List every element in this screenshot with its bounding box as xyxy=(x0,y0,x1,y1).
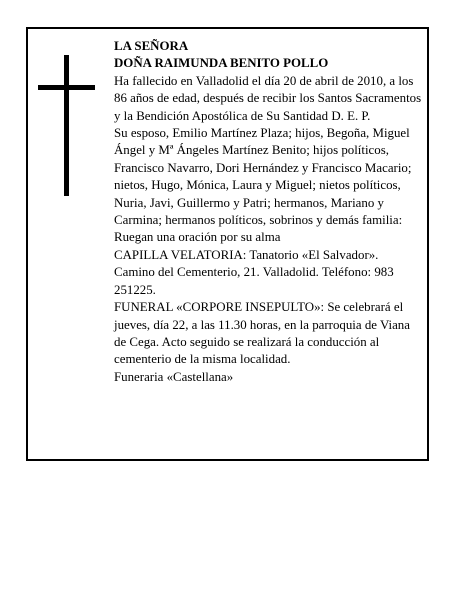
funeral-home: Funeraria «Castellana» xyxy=(114,369,234,384)
family-list: Su esposo, Emilio Martínez Plaza; hijos, Begoña, Miguel Ángel y Mª Ángeles Martínez Benito; hijos políticos, Francisco Navarro, Dori Hernández y Francisco Macario; nietos, Hugo, Mónica, Laura y Miguel; nietos políticos, Nuria, Javi, Guillermo y Patri; hermanos, Mariano y Carmina; hermanos políticos, sobrinos y demás familia: xyxy=(114,126,412,228)
deceased-name: DOÑA RAIMUNDA BENITO POLLO xyxy=(114,56,329,71)
cross-horizontal-bar xyxy=(38,85,95,90)
death-announcement: Ha fallecido en Valladolid el día 20 de abril de 2010, a los 86 años de edad, después de recibir los Santos Sacramentos y la Bendición Apostólica de Su Santidad D. E. P. xyxy=(114,73,422,123)
chapel-info: CAPILLA VELATORIA: Tanatorio «El Salvador». Camino del Cementerio, 21. Valladolid. Teléfono: 983 251225. xyxy=(114,247,394,297)
prayer-request: Ruegan una oración por su alma xyxy=(114,230,281,245)
obituary-text xyxy=(114,38,422,386)
funeral-info: FUNERAL «CORPORE INSEPULTO»: Se celebrará el jueves, día 22, a las 11.30 horas, en la parroquia de Viana de Cega. Acto seguido se realizará la conducción al cementerio de la misma localidad. xyxy=(114,300,410,367)
cross-vertical-bar xyxy=(64,55,69,196)
heading-title: LA SEÑORA xyxy=(114,39,189,53)
